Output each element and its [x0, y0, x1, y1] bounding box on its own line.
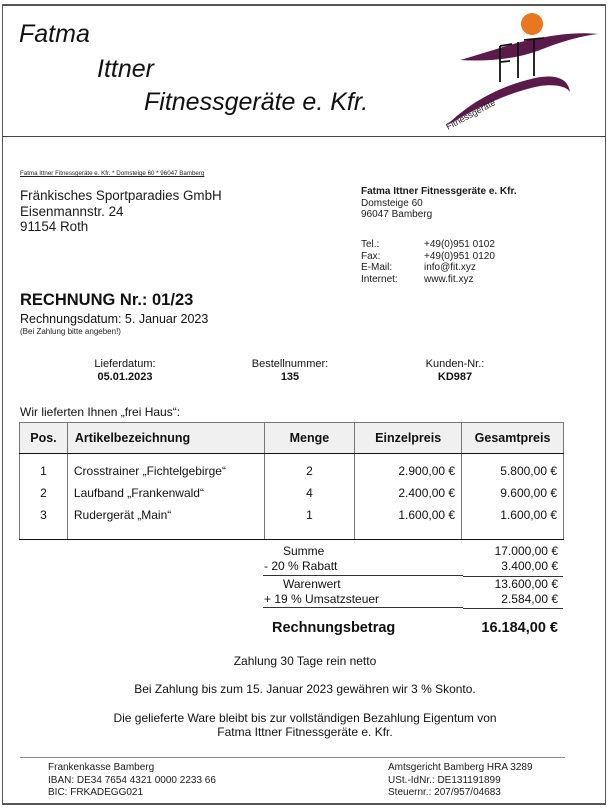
company-name: Fatma Ittner Fitnessgeräte e. Kfr. — [361, 186, 517, 197]
summary-vat-value: 2.584,00 € — [501, 592, 558, 606]
letterhead-line-1: Fatma — [19, 20, 90, 48]
footer-tax-number: Steuernr.: 207/957/04683 — [388, 787, 501, 798]
table-row — [20, 482, 564, 504]
summary-divider — [463, 608, 563, 609]
svg-text:Fitnessgeräte: Fitnessgeräte — [444, 97, 498, 132]
company-contacts — [361, 239, 495, 285]
letterhead-line-3: Fitnessgeräte e. Kfr. — [144, 88, 369, 116]
invoice-title: RECHNUNG Nr.: 01/23 — [20, 291, 194, 309]
contact-label: E-Mail: — [361, 262, 393, 273]
recipient-street: Eisenmannstr. 24 — [20, 203, 124, 219]
footer-bank-info — [48, 762, 216, 800]
ownership-note-line-2: Fatma Ittner Fitnessgeräte e. Kfr. — [217, 725, 393, 739]
header-unit-price: Einzelpreis — [355, 423, 462, 454]
header-divider — [2, 136, 606, 137]
meta-label: Kunden-Nr.: — [425, 358, 485, 370]
summary-net-label: Warenwert — [283, 577, 341, 591]
table-row — [20, 454, 564, 482]
footer-vat-id: USt.-IdNr.: DE131191899 — [388, 774, 501, 786]
contact-value: info@fit.xyz — [424, 262, 476, 273]
cell-total-price: 9.600,00 € — [462, 482, 564, 504]
contact-label: Internet: — [361, 273, 398, 285]
table-header-row — [20, 423, 564, 454]
discount-terms: Bei Zahlung bis zum 15. Januar 2023 gewähren wir 3 % Skonto. — [134, 682, 476, 696]
summary-sum-value: 17.000,00 € — [494, 544, 558, 558]
items-table — [19, 422, 564, 540]
recipient-city: 91154 Roth — [20, 219, 89, 234]
meta-value: 135 — [280, 371, 300, 383]
invoice-date: Rechnungsdatum: 5. Januar 2023 — [20, 312, 209, 326]
contact-label: Tel.: — [361, 239, 380, 250]
footer-iban: IBAN: DE34 7654 4321 0000 2233 66 — [48, 774, 216, 786]
summary-discount-label: - 20 % Rabatt — [264, 559, 338, 573]
payment-terms: Zahlung 30 Tage rein netto — [233, 654, 377, 668]
fit-logo-icon — [440, 6, 600, 134]
header-pos: Pos. — [20, 423, 68, 454]
recipient-name: Fränkisches Sportparadies GmbH — [20, 188, 222, 203]
contact-fax — [361, 251, 495, 263]
company-street: Domsteige 60 — [361, 197, 423, 209]
cell-quantity: 4 — [264, 482, 355, 504]
cell-article: Laufband „Frankenwald“ — [67, 482, 264, 504]
table-row — [20, 504, 564, 526]
invoice-total-value: 16.184,00 € — [481, 620, 558, 636]
company-city: 96047 Bamberg — [361, 209, 433, 221]
footer-bank-name: Frankenkasse Bamberg — [48, 762, 155, 773]
cell-quantity: 1 — [264, 504, 355, 526]
meta-value: 05.01.2023 — [97, 371, 153, 383]
cell-pos: 3 — [20, 504, 68, 526]
cell-total-price: 5.800,00 € — [462, 454, 564, 482]
table-spacer-row — [20, 526, 564, 540]
header-quantity: Menge — [264, 423, 355, 454]
footer-divider — [20, 757, 565, 758]
contact-value: www.fit.xyz — [424, 273, 474, 285]
recipient-address — [20, 188, 222, 235]
meta-label: Lieferdatum: — [94, 358, 156, 370]
contact-internet — [361, 274, 495, 286]
cell-article: Crosstrainer „Fichtelgebirge“ — [67, 454, 264, 482]
meta-customer-number — [405, 358, 505, 384]
meta-order-number — [240, 358, 340, 384]
header-total-price: Gesamtpreis — [462, 423, 564, 454]
cell-total-price: 1.600,00 € — [462, 504, 564, 526]
cell-unit-price: 2.400,00 € — [355, 482, 462, 504]
cell-unit-price: 1.600,00 € — [355, 504, 462, 526]
contact-email — [361, 262, 495, 274]
summary-sum-label: Summe — [283, 544, 325, 558]
invoice-note: (Bei Zahlung bitte angeben!) — [20, 327, 121, 336]
summary-divider — [263, 575, 463, 576]
summary-net-value: 13.600,00 € — [494, 577, 558, 591]
ownership-note-line-1: Die gelieferte Ware bleibt bis zur vollständigen Bezahlung Eigentum von — [113, 711, 497, 725]
cell-article: Rudergerät „Main“ — [67, 504, 264, 526]
contact-value: +49(0)951 0102 — [424, 239, 495, 250]
contact-phone — [361, 239, 495, 251]
summary-discount-value: 3.400,00 € — [501, 559, 558, 573]
invoice-total-label: Rechnungsbetrag — [272, 620, 396, 636]
cell-pos: 1 — [20, 454, 68, 482]
summary-vat-label: + 19 % Umsatzsteuer — [264, 592, 380, 606]
meta-label: Bestellnummer: — [251, 358, 329, 370]
meta-delivery-date — [75, 358, 175, 384]
delivery-note: Wir lieferten Ihnen „frei Haus“: — [20, 405, 181, 419]
sender-return-address: Fatma Ittner Fitnessgeräte e. Kfr. * Domsteige 60 * 96047 Bamberg — [20, 170, 205, 177]
cell-quantity: 2 — [264, 454, 355, 482]
header-article: Artikelbezeichnung — [67, 423, 264, 454]
contact-label: Fax: — [361, 250, 381, 262]
cell-unit-price: 2.900,00 € — [355, 454, 462, 482]
footer-legal-info — [388, 762, 533, 800]
footer-bic: BIC: FRKADEGG021 — [48, 787, 144, 798]
company-address — [361, 186, 517, 221]
meta-value: KD987 — [437, 371, 473, 383]
summary-divider — [263, 607, 463, 608]
company-logo — [440, 6, 600, 134]
contact-value: +49(0)951 0120 — [424, 250, 495, 262]
footer-court: Amtsgericht Bamberg HRA 3289 — [388, 762, 533, 773]
letterhead-line-2: Ittner — [97, 55, 154, 83]
cell-pos: 2 — [20, 482, 68, 504]
